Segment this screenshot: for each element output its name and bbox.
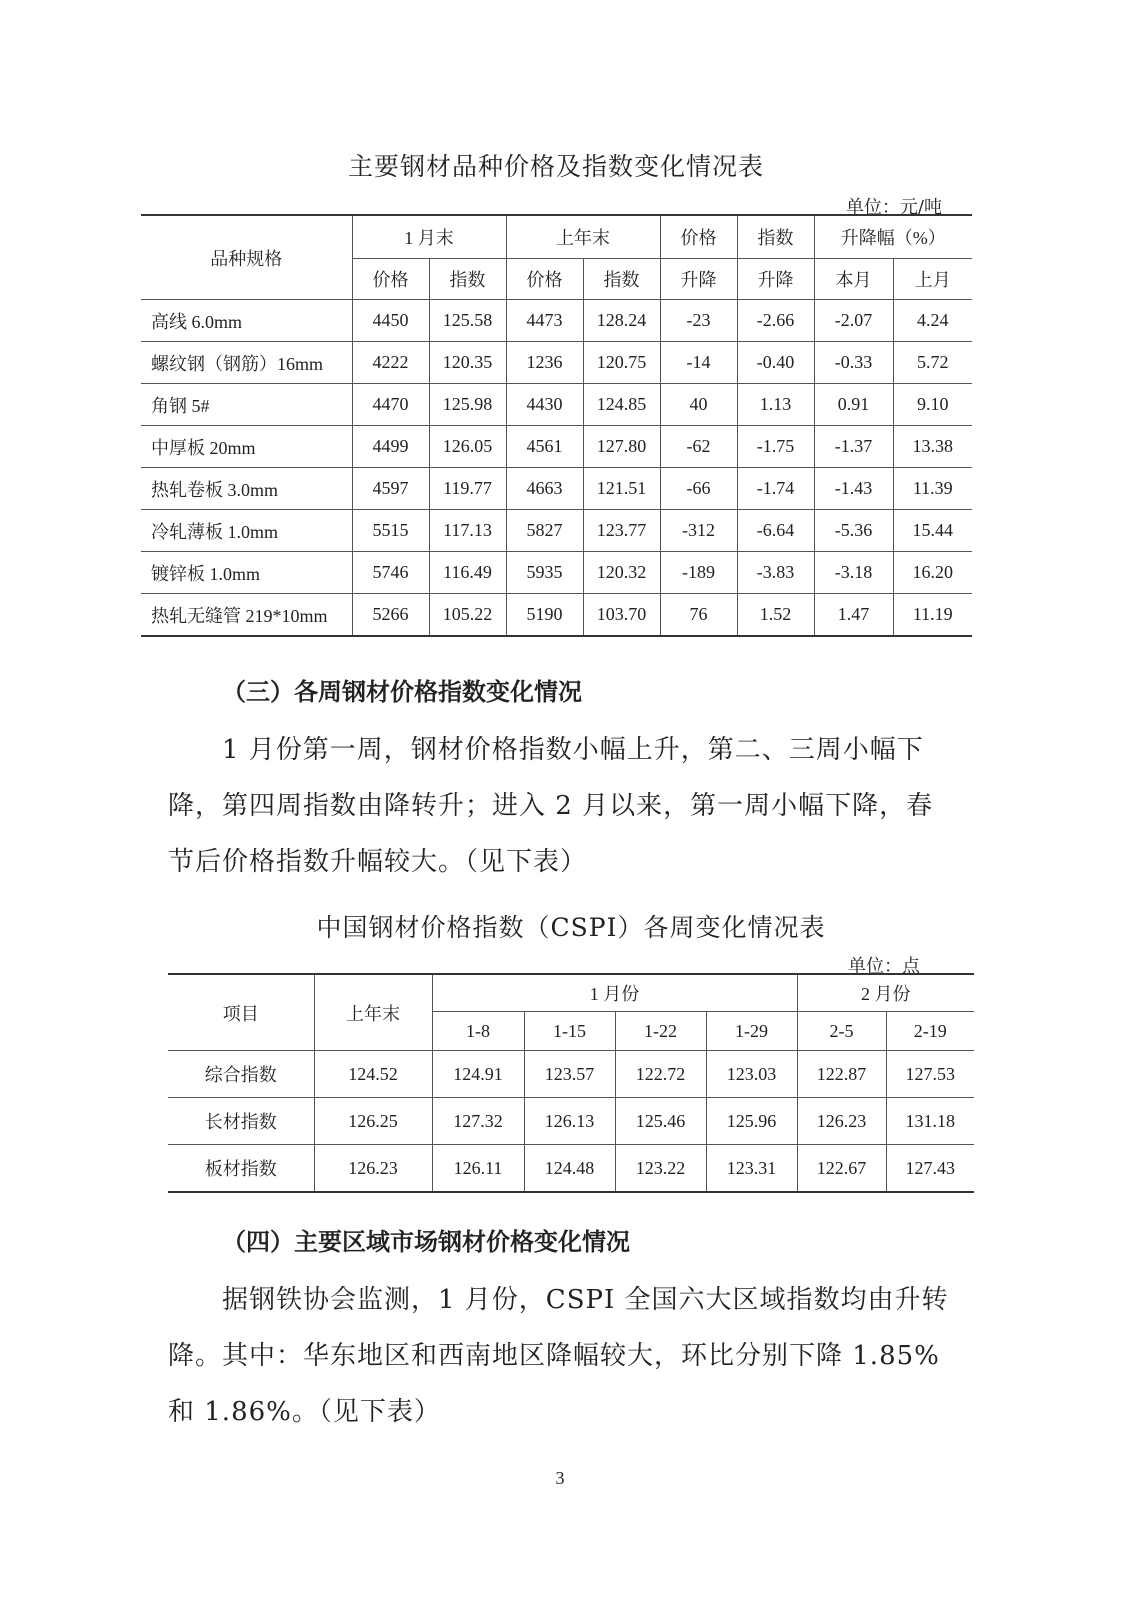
cell: 116.49 — [429, 552, 506, 594]
header-feb: 2 月份 — [797, 974, 974, 1012]
cell: 123.22 — [615, 1145, 706, 1193]
header-jan: 1 月份 — [432, 974, 797, 1012]
cell-variety: 镀锌板 1.0mm — [141, 552, 352, 594]
table-row — [168, 1098, 974, 1145]
table-row — [168, 1145, 974, 1193]
cell: 127.80 — [583, 426, 660, 468]
cell: 128.24 — [583, 300, 660, 342]
cell: 125.58 — [429, 300, 506, 342]
cell: 126.13 — [524, 1098, 615, 1145]
header-price-change-2: 升降 — [660, 259, 737, 300]
header-item: 项目 — [168, 974, 314, 1051]
cell: 40 — [660, 384, 737, 426]
header-index-change-2: 升降 — [737, 259, 814, 300]
cell: 4561 — [506, 426, 583, 468]
header-index-change-1: 指数 — [737, 215, 814, 259]
cell: 1.52 — [737, 594, 814, 637]
cell: -1.74 — [737, 468, 814, 510]
cell: 0.91 — [814, 384, 893, 426]
cell: 125.98 — [429, 384, 506, 426]
cell: 76 — [660, 594, 737, 637]
cell: 124.85 — [583, 384, 660, 426]
table1-unit: 单位：元/吨 — [845, 197, 942, 218]
cell: -312 — [660, 510, 737, 552]
cell: -2.07 — [814, 300, 893, 342]
cell: 5746 — [352, 552, 429, 594]
table1-title: 主要钢材品种价格及指数变化情况表 — [347, 152, 764, 181]
section4-paragraph — [168, 1272, 958, 1440]
cell: 127.43 — [886, 1145, 974, 1193]
cell: 119.77 — [429, 468, 506, 510]
cell: -1.43 — [814, 468, 893, 510]
header-last-year-end: 上年末 — [506, 215, 660, 259]
cell: 126.23 — [797, 1098, 886, 1145]
cell: 5190 — [506, 594, 583, 637]
header-price: 价格 — [506, 259, 583, 300]
cell: 126.05 — [429, 426, 506, 468]
cell-variety: 螺纹钢（钢筋）16mm — [141, 342, 352, 384]
section3-paragraph — [168, 722, 958, 890]
cell: 105.22 — [429, 594, 506, 637]
cell: 124.52 — [314, 1051, 432, 1098]
cell: 131.18 — [886, 1098, 974, 1145]
cell: 126.25 — [314, 1098, 432, 1145]
cell: -62 — [660, 426, 737, 468]
table-row — [141, 384, 972, 426]
cell: -6.64 — [737, 510, 814, 552]
cell: 5935 — [506, 552, 583, 594]
table-row — [141, 342, 972, 384]
table-row — [141, 594, 972, 637]
cell: 4450 — [352, 300, 429, 342]
cell: 127.32 — [432, 1098, 524, 1145]
header-week: 1-15 — [524, 1012, 615, 1051]
table2-title: 中国钢材价格指数（CSPI）各周变化情况表 — [316, 913, 826, 942]
cell: 4470 — [352, 384, 429, 426]
header-price-change-1: 价格 — [660, 215, 737, 259]
cell: 120.35 — [429, 342, 506, 384]
section4-paragraph-text: 据钢铁协会监测，1 月份，CSPI 全国六大区域指数均由升转降。其中：华东地区和西南地区降幅较大，环比分别下降 1.85%和 1.86%。（见下表） — [168, 1285, 949, 1427]
cell: 126.11 — [432, 1145, 524, 1193]
cell: -1.75 — [737, 426, 814, 468]
cell: 123.77 — [583, 510, 660, 552]
header-this-month: 本月 — [814, 259, 893, 300]
cell: 123.57 — [524, 1051, 615, 1098]
cell: 120.32 — [583, 552, 660, 594]
cell: 126.23 — [314, 1145, 432, 1193]
cell: 124.48 — [524, 1145, 615, 1193]
cell: 121.51 — [583, 468, 660, 510]
cell: -3.83 — [737, 552, 814, 594]
cell: 1.13 — [737, 384, 814, 426]
cell: 125.46 — [615, 1098, 706, 1145]
cell-item: 综合指数 — [168, 1051, 314, 1098]
cell: 120.75 — [583, 342, 660, 384]
header-change-pct: 升降幅（%） — [814, 215, 972, 259]
header-index: 指数 — [583, 259, 660, 300]
cell: 4222 — [352, 342, 429, 384]
cell: -23 — [660, 300, 737, 342]
cell: -66 — [660, 468, 737, 510]
cell: 123.31 — [706, 1145, 797, 1193]
cell-variety: 中厚板 20mm — [141, 426, 352, 468]
cell: 124.91 — [432, 1051, 524, 1098]
cell: 5.72 — [893, 342, 972, 384]
cell: 103.70 — [583, 594, 660, 637]
cell: 125.96 — [706, 1098, 797, 1145]
header-last-year-end: 上年末 — [314, 974, 432, 1051]
cell: 117.13 — [429, 510, 506, 552]
cell: 5515 — [352, 510, 429, 552]
cell: 1236 — [506, 342, 583, 384]
header-variety: 品种规格 — [141, 215, 352, 300]
cell-item: 板材指数 — [168, 1145, 314, 1193]
section3-paragraph-text: 1 月份第一周，钢材价格指数小幅上升，第二、三周小幅下降，第四周指数由降转升；进入 2 月以来，第一周小幅下降，春节后价格指数升幅较大。（见下表） — [168, 735, 934, 877]
table-row — [141, 468, 972, 510]
cell: -3.18 — [814, 552, 893, 594]
header-last-month: 上月 — [893, 259, 972, 300]
cell: 1.47 — [814, 594, 893, 637]
header-week: 1-29 — [706, 1012, 797, 1051]
header-jan-end: 1 月末 — [352, 215, 506, 259]
table2-unit: 单位：点 — [848, 956, 920, 977]
table-row — [141, 552, 972, 594]
table-row — [168, 1051, 974, 1098]
cell: 127.53 — [886, 1051, 974, 1098]
cell: 11.39 — [893, 468, 972, 510]
cell-variety: 热轧卷板 3.0mm — [141, 468, 352, 510]
cell: 4.24 — [893, 300, 972, 342]
cell: 4430 — [506, 384, 583, 426]
cell: -5.36 — [814, 510, 893, 552]
cell: 13.38 — [893, 426, 972, 468]
table-row — [141, 300, 972, 342]
cell: 122.72 — [615, 1051, 706, 1098]
cell: 5827 — [506, 510, 583, 552]
steel-price-table — [141, 214, 972, 637]
header-week: 2-19 — [886, 1012, 974, 1051]
cell-variety: 热轧无缝管 219*10mm — [141, 594, 352, 637]
header-price: 价格 — [352, 259, 429, 300]
cell: 5266 — [352, 594, 429, 637]
cell: 122.67 — [797, 1145, 886, 1193]
cell: 4663 — [506, 468, 583, 510]
section3-heading: （三）各周钢材价格指数变化情况 — [222, 678, 582, 706]
cell: 122.87 — [797, 1051, 886, 1098]
cell-variety: 高线 6.0mm — [141, 300, 352, 342]
cell: 4499 — [352, 426, 429, 468]
cell: 15.44 — [893, 510, 972, 552]
page-number: 3 — [555, 1468, 565, 1488]
cell: 11.19 — [893, 594, 972, 637]
section4-heading: （四）主要区域市场钢材价格变化情况 — [222, 1228, 630, 1256]
header-week: 1-8 — [432, 1012, 524, 1051]
header-week: 2-5 — [797, 1012, 886, 1051]
cell: 4473 — [506, 300, 583, 342]
cell-variety: 角钢 5# — [141, 384, 352, 426]
header-week: 1-22 — [615, 1012, 706, 1051]
cell: -1.37 — [814, 426, 893, 468]
table-row — [141, 426, 972, 468]
table-row — [141, 510, 972, 552]
cspi-weekly-table — [168, 973, 974, 1193]
header-index: 指数 — [429, 259, 506, 300]
cell: -189 — [660, 552, 737, 594]
cell: 16.20 — [893, 552, 972, 594]
cell: -14 — [660, 342, 737, 384]
cell: 123.03 — [706, 1051, 797, 1098]
cell-item: 长材指数 — [168, 1098, 314, 1145]
cell-variety: 冷轧薄板 1.0mm — [141, 510, 352, 552]
cell: -0.40 — [737, 342, 814, 384]
cell: 4597 — [352, 468, 429, 510]
cell: 9.10 — [893, 384, 972, 426]
cell: -2.66 — [737, 300, 814, 342]
cell: -0.33 — [814, 342, 893, 384]
